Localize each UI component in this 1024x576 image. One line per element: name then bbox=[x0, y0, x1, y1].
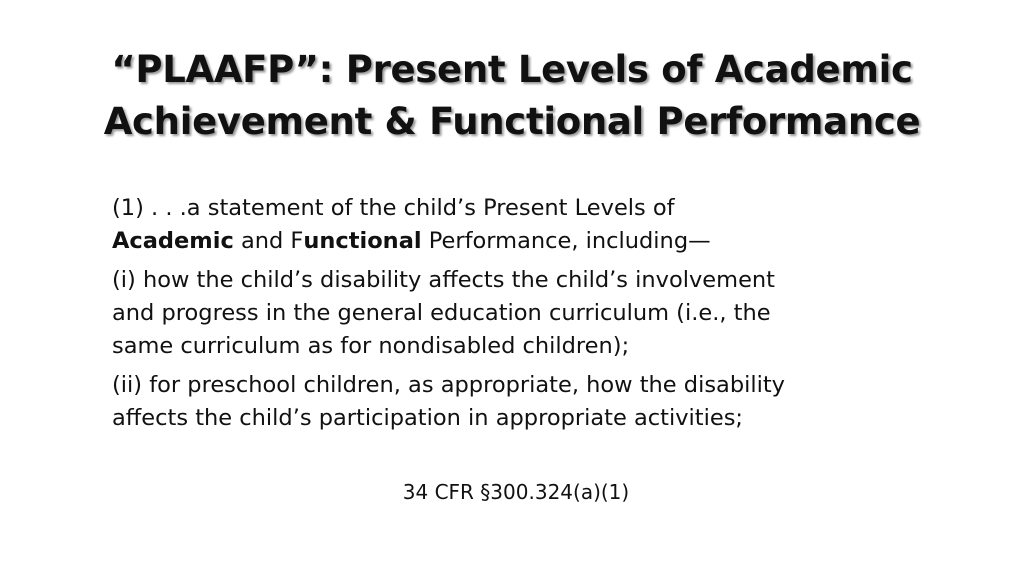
slide-title bbox=[40, 44, 984, 148]
item-i-line-1: (i) how the child’s disability affects the child’s involvement bbox=[112, 267, 775, 293]
paragraph-item-i bbox=[112, 264, 952, 363]
performance-text: Performance, including— bbox=[421, 228, 711, 254]
paragraph-item-ii bbox=[112, 369, 952, 435]
statement-line-1: (1) . . .a statement of the child’s Present Levels of bbox=[112, 195, 675, 221]
title-line-2: Achievement & Functional Performance bbox=[103, 100, 921, 143]
academic-term: Academic bbox=[112, 228, 234, 254]
slide-body bbox=[112, 192, 952, 441]
functional-term: unctional bbox=[303, 228, 422, 254]
and-f-text: and F bbox=[233, 228, 304, 254]
item-ii-line-1: (ii) for preschool children, as appropriate, how the disability bbox=[112, 372, 786, 398]
paragraph-statement bbox=[112, 192, 952, 258]
regulation-citation: 34 CFR §300.324(a)(1) bbox=[402, 480, 630, 504]
statement-line-2 bbox=[112, 225, 952, 258]
title-line-1: “PLAAFP”: Present Levels of Academic bbox=[111, 48, 913, 91]
item-ii-line-2: affects the child’s participation in appropriate activities; bbox=[112, 405, 743, 431]
item-i-line-3: same curriculum as for nondisabled children); bbox=[112, 333, 630, 359]
item-i-line-2: and progress in the general education curriculum (i.e., the bbox=[112, 300, 771, 326]
